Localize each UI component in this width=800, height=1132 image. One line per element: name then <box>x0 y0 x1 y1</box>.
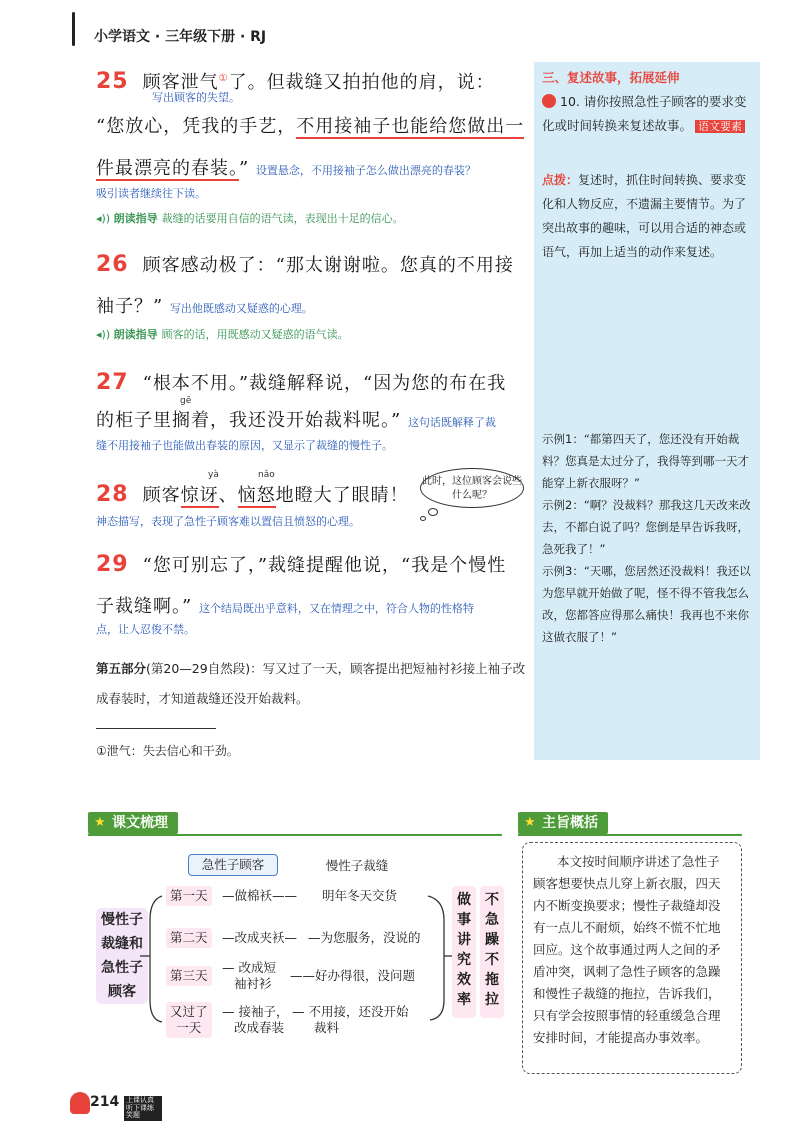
speaker-icon: ◂)) <box>96 328 111 341</box>
text: 顾客泄气 <box>142 72 219 93</box>
annotation: 这句话既解释了裁 <box>407 416 496 429</box>
trait-tailor: 不 急 躁 不 拖 拉 <box>480 886 504 1018</box>
annotation: 这个结局既出乎意料，又在情理之中，符合人物的性格特 <box>198 602 474 615</box>
text: 顾客 <box>142 485 181 506</box>
section-label-theme: ★ 主旨概括 <box>518 812 608 834</box>
main-topic: 慢性子 裁缝和 急性子 顾客 <box>96 908 148 1004</box>
page-number: 214 上课认真听下课练笑题 <box>70 1092 180 1114</box>
column-title-customer: 急性子顾客 <box>188 854 278 876</box>
paragraph-number: 26 <box>96 252 129 277</box>
text: 地瞪大了眼睛！ <box>275 485 409 506</box>
text: “您可别忘了，”裁缝提醒他说，“我是个慢性 <box>142 555 507 576</box>
guide-text: 裁缝的话要用自信的语气读，表现出十足的信心。 <box>161 212 404 225</box>
theme-summary: 本文按时间顺序讲述了急性子顾客想要快点儿穿上新衣服，四天内不断变换要求；慢性子裁缝却没有一点儿不耐烦，始终不慌不忙地回应。这个故事通过两人之间的矛盾冲突，讽刺了急性子顾客的急躁和慢性子裁缝的拖拉，告诉我们，只有学会按照事情的轻重缓急合理安排时间，才能提高办事效率。 <box>522 842 742 1074</box>
paragraph-number: 25 <box>96 69 129 94</box>
tailor-response: — 不用接，还没开始 裁料 <box>292 1004 409 1035</box>
text: 、 <box>218 485 238 506</box>
guide-text: 顾客的话，用既感动又疑惑的语气读。 <box>161 328 349 341</box>
text: ” <box>239 158 250 179</box>
question-text: 10. 请你按照急性子顾客的要求变化或时间转换来复述故事。 <box>542 94 747 133</box>
underlined-text: 不用接袖子也能给您做出一 <box>296 116 525 137</box>
example-1: 示例1：“都第四天了，您还没有开始裁料？您真是太过分了，我得等到哪一天才能穿上新衣服呀？” <box>542 432 749 490</box>
section-underline <box>518 834 742 836</box>
customer-request: — 接袖子， 改成春装 <box>222 1004 289 1035</box>
part-text: 写又过了一天，顾客提出把短袖衬衫接上袖子改成春装时，才知道裁缝还没开始裁料。 <box>96 661 526 706</box>
star-icon: ★ <box>524 815 536 830</box>
section-label-structure: ★ 课文梳理 <box>88 812 178 834</box>
guide-label: 朗读指导 <box>113 328 158 341</box>
day-label: 第一天 <box>166 886 212 906</box>
paragraph-number: 28 <box>96 482 129 507</box>
day-label: 第三天 <box>166 966 212 986</box>
text: “您放心，凭我的手艺， <box>96 116 297 137</box>
customer-request: —做棉袄—— <box>222 888 298 903</box>
underlined-text: 恼怒 <box>237 485 276 506</box>
example-2: 示例2：“啊？没裁料？那我这几天改来改去，不都白说了吗？您倒是早告诉我呀，急死我了！” <box>542 498 751 556</box>
day-label: 第二天 <box>166 928 212 948</box>
tailor-response: —为您服务，没说的 <box>308 930 421 945</box>
underlined-text: 惊讶 <box>180 485 219 506</box>
paragraph-number: 27 <box>96 370 129 395</box>
day-label: 又过了 一天 <box>166 1002 212 1038</box>
paragraph-number: 29 <box>96 552 129 577</box>
text: 了。但裁缝又拍拍他的肩，说： <box>228 72 495 93</box>
tip-label: 点拨： <box>542 173 579 187</box>
text: 的柜子里搁着，我还没开始裁料呢。” <box>96 410 402 431</box>
text: 子裁缝啊。” <box>96 596 193 617</box>
underlined-text: 件最漂亮的春装。 <box>96 158 239 179</box>
customer-request: — 改成短 袖衬衫 <box>222 960 276 991</box>
element-tag: 语文要素 <box>695 120 745 133</box>
example-3: 示例3：“天哪，您居然还没裁料！我还以为您早就开始做了呢，怪不得不管我怎么改，您都答应得那么痛快！我再也不来你这做衣服了！” <box>542 564 751 644</box>
tailor-response: ——好办得很，没问题 <box>290 968 416 983</box>
sidebar-section-title: 三、复述故事，拓展延伸 <box>542 70 680 85</box>
tailor-response: 明年冬天交货 <box>322 888 398 903</box>
part-range: (第20—29自然段)： <box>146 661 263 676</box>
text: “根本不用。”裁缝解释说，“因为您的布在我 <box>142 373 507 394</box>
part-label: 第五部分 <box>96 661 147 676</box>
pinyin: nǎo <box>258 470 275 480</box>
annotation: 神态描写，表现了急性子顾客难以置信且愤怒的心理。 <box>96 515 360 528</box>
customer-request: —改成夹袄— <box>222 930 298 945</box>
thought-bubble: 此时，这位顾客会说些什么呢？ <box>420 468 524 508</box>
pinyin: gē <box>180 396 192 406</box>
page-slogan: 上课认真听下课练笑题 <box>124 1096 162 1121</box>
star-icon: ★ <box>94 815 106 830</box>
flame-icon <box>70 1092 90 1114</box>
tip-text: 复述时，抓住时间转换、要求变化和人物反应，不遗漏主要情节。为了突出故事的趣味，可以用合适的神态或语气，再加上适当的动作来复述。 <box>542 173 747 259</box>
pinyin: yà <box>208 470 219 480</box>
speaker-icon: ◂)) <box>96 212 111 225</box>
annotation: 点，让人忍俊不禁。 <box>96 623 195 636</box>
text: 袖子？” <box>96 296 164 317</box>
footnote-mark: ① <box>218 73 229 84</box>
footnote: ①泄气：失去信心和干劲。 <box>96 744 239 758</box>
annotation: 吸引读者继续往下读。 <box>96 187 206 200</box>
header-title: 小学语文 · 三年级下册 · RJ <box>94 29 267 45</box>
column-title-tailor: 慢性子裁缝 <box>325 858 389 873</box>
trait-customer: 做 事 讲 究 效 率 <box>452 886 476 1018</box>
annotation: 写出他既感动又疑惑的心理。 <box>169 302 313 315</box>
annotation: 写出顾客的失望。 <box>152 91 240 104</box>
annotation: 设置悬念，不用接袖子怎么做出漂亮的春装？ <box>255 164 476 177</box>
annotation: 缝不用接袖子也能做出春装的原因，又显示了裁缝的慢性子。 <box>96 439 393 452</box>
text: 顾客感动极了：“那太谢谢啦。您真的不用接 <box>142 255 514 276</box>
guide-label: 朗读指导 <box>113 212 158 225</box>
